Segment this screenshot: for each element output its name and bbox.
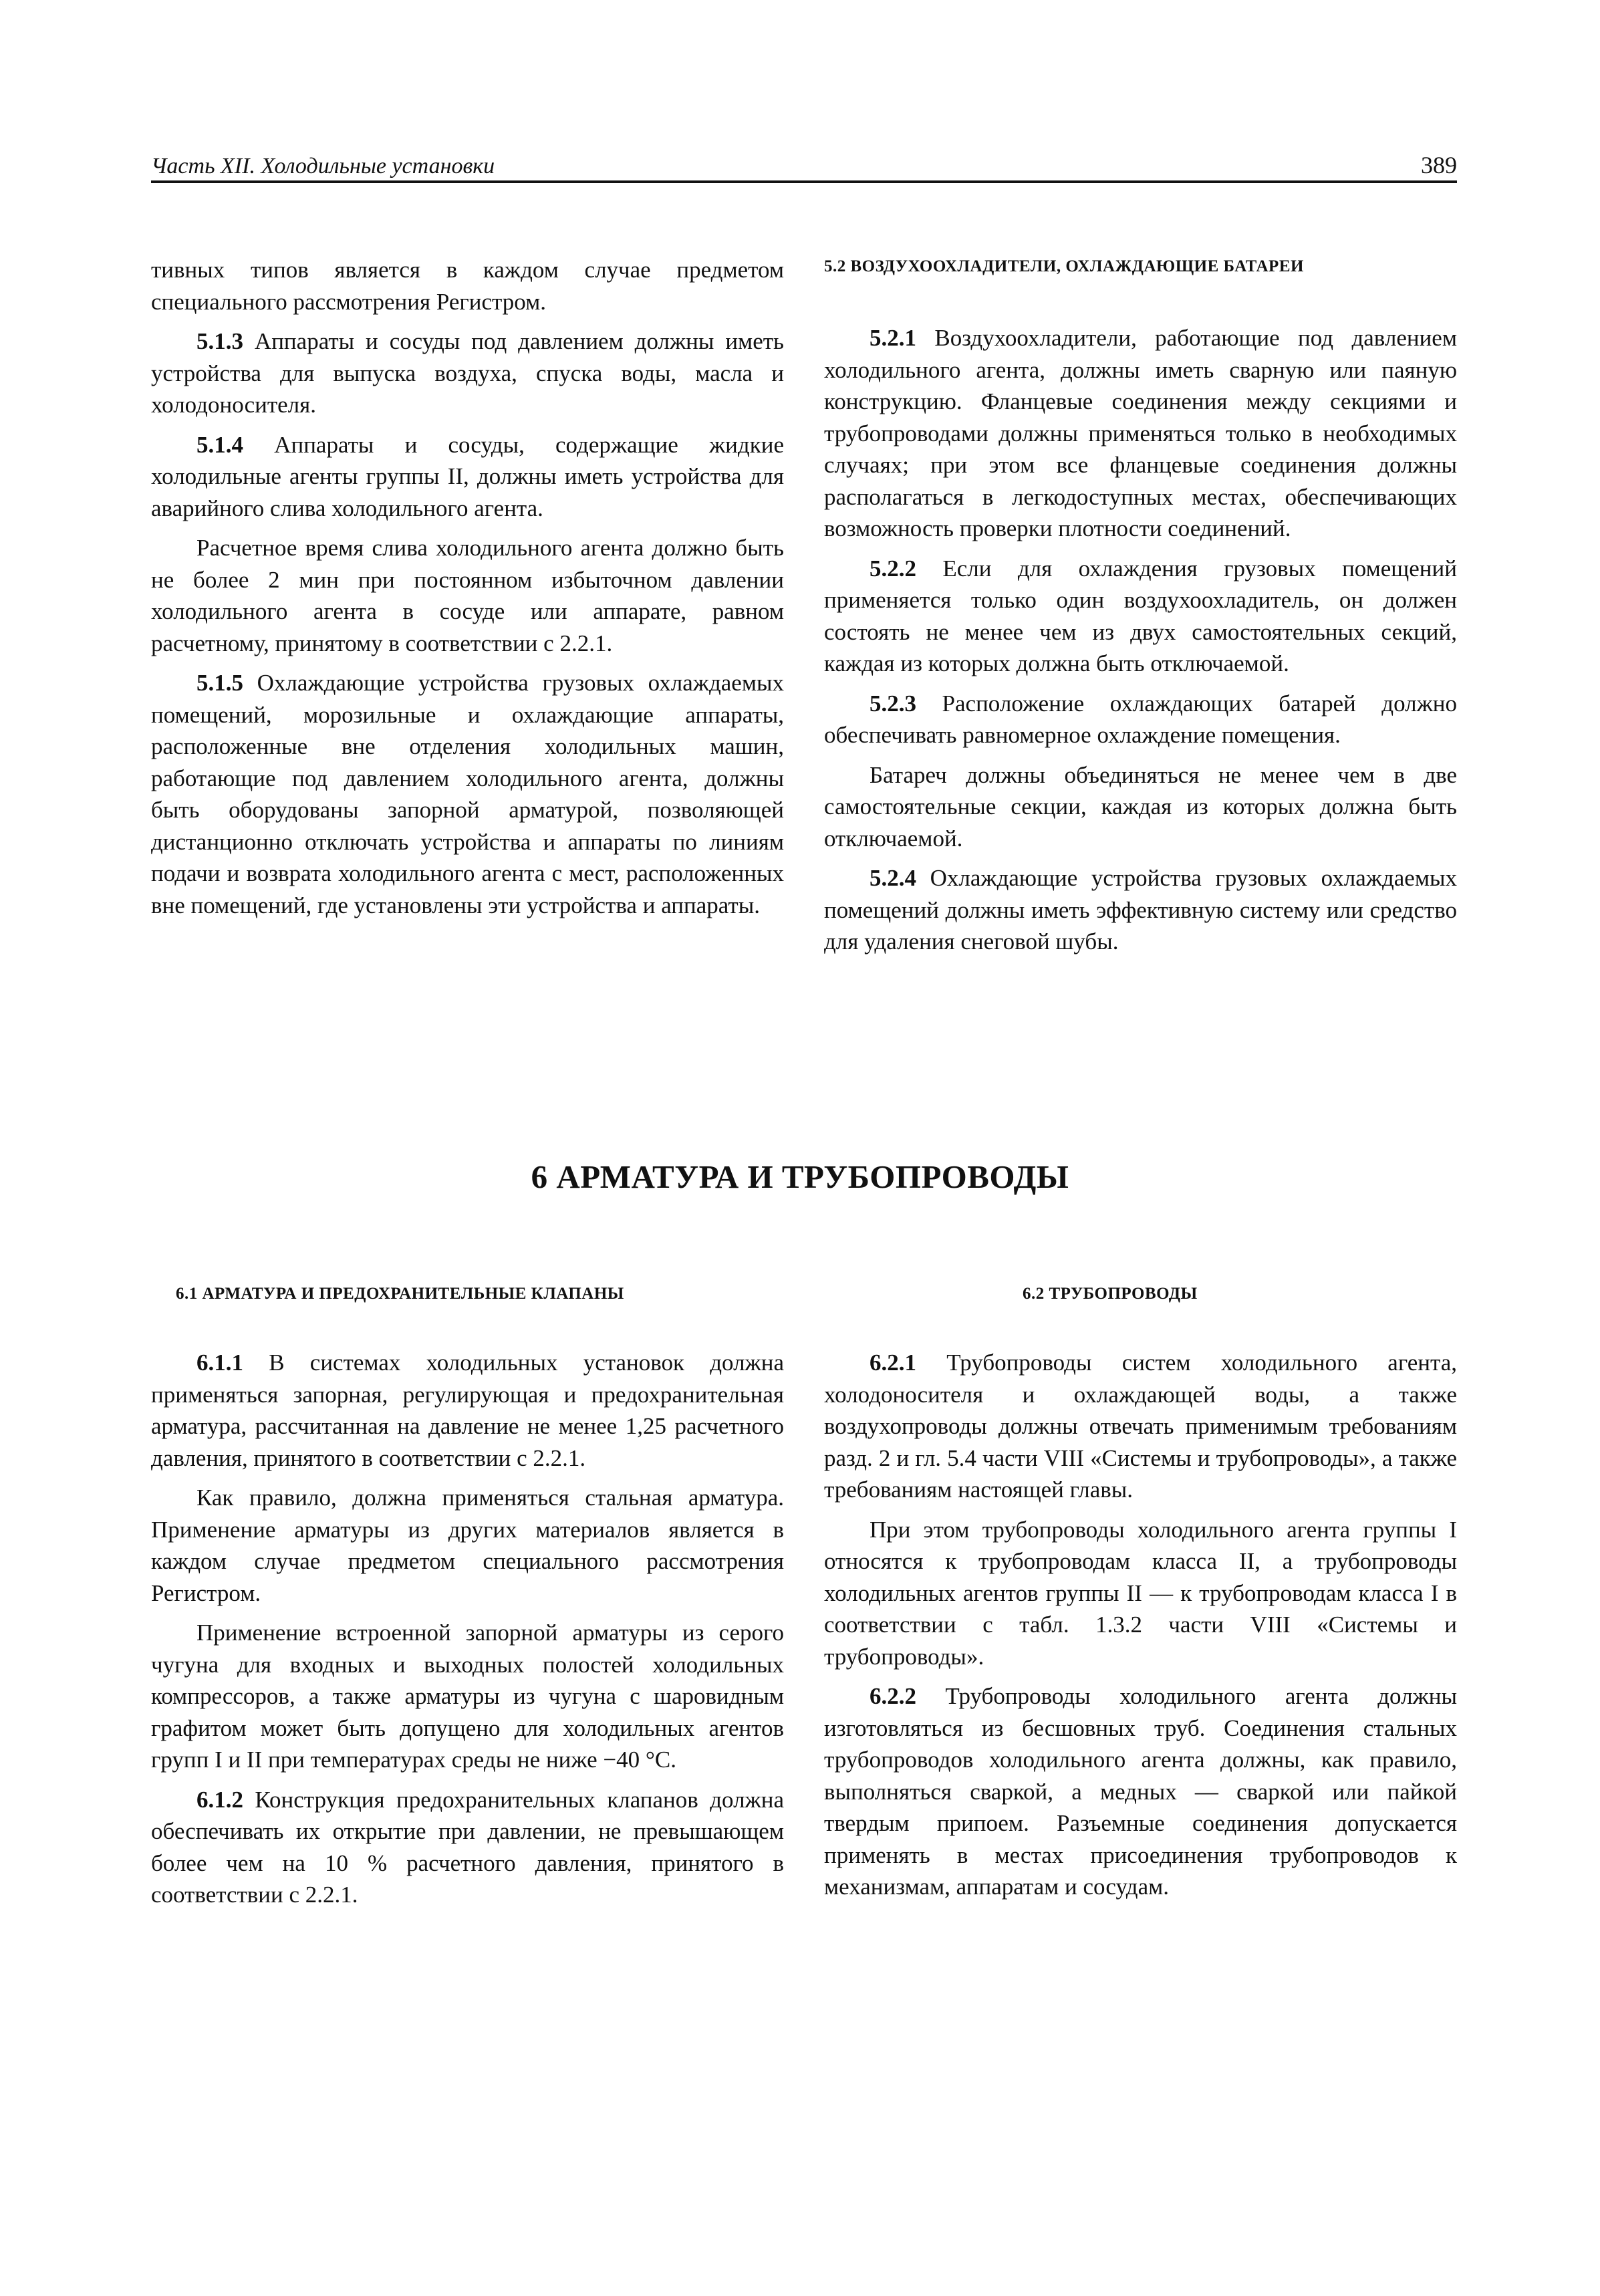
clause-number: 5.2.4 bbox=[870, 865, 916, 891]
clause-number: 5.2.2 bbox=[870, 555, 916, 582]
paragraph: 6.2.2 Трубопроводы холодильного агента должны изготовляться из бесшовных труб. Соединения стальных трубопроводов холодильного агента должны, как правило, выполняться сваркой, а медных — сваркой или пайкой твердым припоем. Разъемные соединения допускается применять в местах присоединения трубопроводов к механизмам, аппаратам и сосудам. bbox=[824, 1683, 1457, 1900]
clause-number: 5.1.4 bbox=[196, 431, 243, 458]
paragraph: 6.1.2 Конструкция предохранительных клапанов должна обеспечивать их открытие при давлении, не превышающем более чем на 10 % расчетного давления, принятого в соответствии с 2.2.1. bbox=[151, 1786, 784, 1908]
paragraph: 5.2.2 Если для охлаждения грузовых помещений применяется только один воздухоохладитель, он должен состоять не менее чем из двух самостоятельных секций, каждая из которых должна быть отключаемой. bbox=[824, 555, 1457, 676]
running-header bbox=[151, 151, 1457, 183]
running-title: Часть XII. Холодильные установки bbox=[151, 154, 495, 178]
bottom-left-column bbox=[151, 1347, 784, 1911]
paragraph: тивных типов является в каждом случае предметом специального рассмотрения Регистром. bbox=[151, 257, 784, 315]
top-right-column bbox=[824, 322, 1457, 958]
paragraph: 5.2.1 Воздухоохладители, работающие под давлением холодильного агента, должны иметь сварную или паяную конструкцию. Фланцевые соединения между секциями и трубопроводами должны применяться только в необходимых случаях; при этом все фланцевые соединения должны располагаться в легкодоступных местах, обеспечивающих возможность проверки плотности соединений. bbox=[824, 325, 1457, 541]
section-heading-6-2: 6.2 ТРУБОПРОВОДЫ bbox=[1023, 1285, 1198, 1303]
clause-number: 5.2.1 bbox=[870, 325, 916, 351]
paragraph: 5.1.3 Аппараты и сосуды под давлением должны иметь устройства для выпуска воздуха, спуска воды, масла и холодоносителя. bbox=[151, 328, 784, 418]
bottom-right-column bbox=[824, 1347, 1457, 1903]
clause-number: 6.1.1 bbox=[196, 1350, 243, 1376]
clause-number: 6.1.2 bbox=[196, 1786, 243, 1813]
paragraph: Расчетное время слива холодильного агента должно быть не более 2 мин при постоянном избыточном давлении холодильного агента в сосуде или аппарате, равном расчетному, принятому в соответствии с 2.2.1. bbox=[151, 535, 784, 656]
top-left-column bbox=[151, 254, 784, 921]
paragraph: 6.1.1 В системах холодильных установок должна применяться запорная, регулирующая и предохранительная арматура, рассчитанная на давление не менее 1,25 расчетного давления, принятого в соответствии с 2.2.1. bbox=[151, 1350, 784, 1471]
paragraph: Батареч должны объединяться не менее чем в две самостоятельные секции, каждая из которых должна быть отключаемой. bbox=[824, 761, 1457, 852]
paragraph: Применение встроенной запорной арматуры из серого чугуна для входных и выходных полостей холодильных компрессоров, а также арматуры из чугуна с шаровидным графитом может быть допущено для холодильных агентов групп I и II при температурах среды не ниже −40 °C. bbox=[151, 1620, 784, 1773]
paragraph: 5.1.4 Аппараты и сосуды, содержащие жидкие холодильные агенты группы II, должны иметь устройства для аварийного слива холодильного агента. bbox=[151, 431, 784, 521]
section-heading-5-2: 5.2 ВОЗДУХООХЛАДИТЕЛИ, ОХЛАЖДАЮЩИЕ БАТАРЕИ bbox=[824, 257, 1304, 275]
chapter-title: 6 АРМАТУРА И ТРУБОПРОВОДЫ bbox=[531, 1158, 1069, 1195]
paragraph: 5.2.3 Расположение охлаждающих батарей должно обеспечивать равномерное охлаждение помещения. bbox=[824, 690, 1457, 748]
paragraph: При этом трубопроводы холодильного агента группы I относятся к трубопроводам класса II, а трубопроводы холодильных агентов группы II — к трубопроводам класса I в соответствии с табл. 1.3.2 части VIII «Системы и трубопроводы». bbox=[824, 1516, 1457, 1670]
paragraph: Как правило, должна применяться стальная арматура. Применение арматуры из других материалов является в каждом случае предметом специального рассмотрения Регистром. bbox=[151, 1485, 784, 1606]
paragraph: 5.1.5 Охлаждающие устройства грузовых охлаждаемых помещений, морозильные и охлаждающие аппараты, расположенные вне отделения холодильных машин, работающие под давлением холодильного агента, должны быть оборудованы запорной арматурой, позволяющей дистанционно отключать устройства и аппараты по линиям подачи и возврата холодильного агента с мест, расположенных вне помещений, где установлены эти устройства и аппараты. bbox=[151, 670, 784, 918]
clause-number: 6.2.2 bbox=[870, 1683, 916, 1709]
paragraph: 6.2.1 Трубопроводы систем холодильного агента, холодоносителя и охлаждающей воды, а также воздухопроводы должны отвечать применимым требованиям разд. 2 и гл. 5.4 части VIII «Системы и трубопроводы», а также требованиям настоящей главы. bbox=[824, 1350, 1457, 1503]
paragraph: 5.2.4 Охлаждающие устройства грузовых охлаждаемых помещений должны иметь эффективную систему или средство для удаления снеговой шубы. bbox=[824, 865, 1457, 954]
section-heading-6-1: 6.1 АРМАТУРА И ПРЕДОХРАНИТЕЛЬНЫЕ КЛАПАНЫ bbox=[176, 1285, 624, 1303]
clause-number: 5.1.3 bbox=[196, 328, 243, 354]
page-number: 389 bbox=[1421, 152, 1457, 178]
clause-number: 6.2.1 bbox=[870, 1350, 916, 1376]
clause-number: 5.2.3 bbox=[870, 690, 916, 717]
clause-number: 5.1.5 bbox=[196, 670, 243, 696]
